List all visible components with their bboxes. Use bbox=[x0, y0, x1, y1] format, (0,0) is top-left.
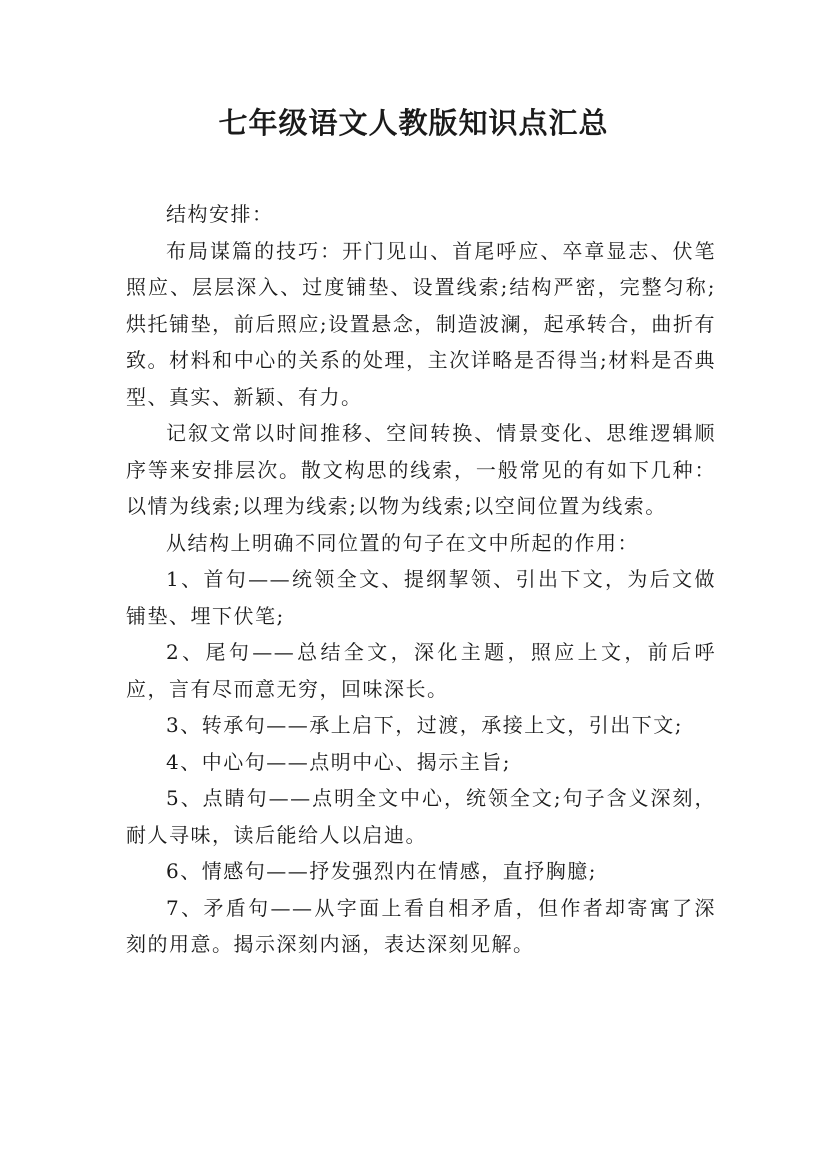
paragraph-sentence-roles-intro: 从结构上明确不同位置的句子在文中所起的作用： bbox=[166, 530, 639, 555]
list-item-transition-sentence: 3、转承句——承上启下，过渡，承接上文，引出下文; bbox=[166, 713, 683, 737]
list-item-first-sentence: 1、首句——统领全文、提纲挈领、引出下文，为后文做铺垫、埋下伏笔; bbox=[126, 567, 716, 628]
document-title: 七年级语文人教版知识点汇总 bbox=[218, 106, 609, 140]
list-item-key-sentence: 5、点睛句——点明全文中心，统领全文;句子含义深刻，耐人寻味，读后能给人以启迪。 bbox=[126, 786, 716, 847]
list-item-last-sentence: 2、尾句——总结全文，深化主题，照应上文，前后呼应，言有尽而意无穷，回味深长。 bbox=[126, 640, 716, 701]
list-item-central-sentence: 4、中心句——点明中心、揭示主旨; bbox=[166, 749, 511, 774]
list-item-paradox-sentence: 7、矛盾句——从字面上看自相矛盾，但作者却寄寓了深刻的用意。揭示深刻内涵，表达深刻见解。 bbox=[126, 895, 716, 956]
paragraph-structure-heading: 结构安排： bbox=[166, 202, 274, 226]
list-item-emotion-sentence: 6、情感句——抒发强烈内在情感，直抒胸臆; bbox=[166, 859, 597, 883]
paragraph-layout-techniques: 布局谋篇的技巧：开门见山、首尾呼应、卒章显志、伏笔照应、层层深入、过度铺垫、设置线索;结构严密，完整匀称;烘托铺垫，前后照应;设置悬念，制造波澜，起承转合，曲折有致。材料和中心的关系的处理，主次详略是否得当;材料是否典型、真实、新颖、有力。 bbox=[126, 238, 716, 409]
document-body bbox=[126, 196, 716, 963]
paragraph-narrative-order: 记叙文常以时间推移、空间转换、情景变化、思维逻辑顺序等来安排层次。散文构思的线索，一般常见的有如下几种：以情为线索;以理为线索;以物为线索;以空间位置为线索。 bbox=[126, 421, 716, 518]
